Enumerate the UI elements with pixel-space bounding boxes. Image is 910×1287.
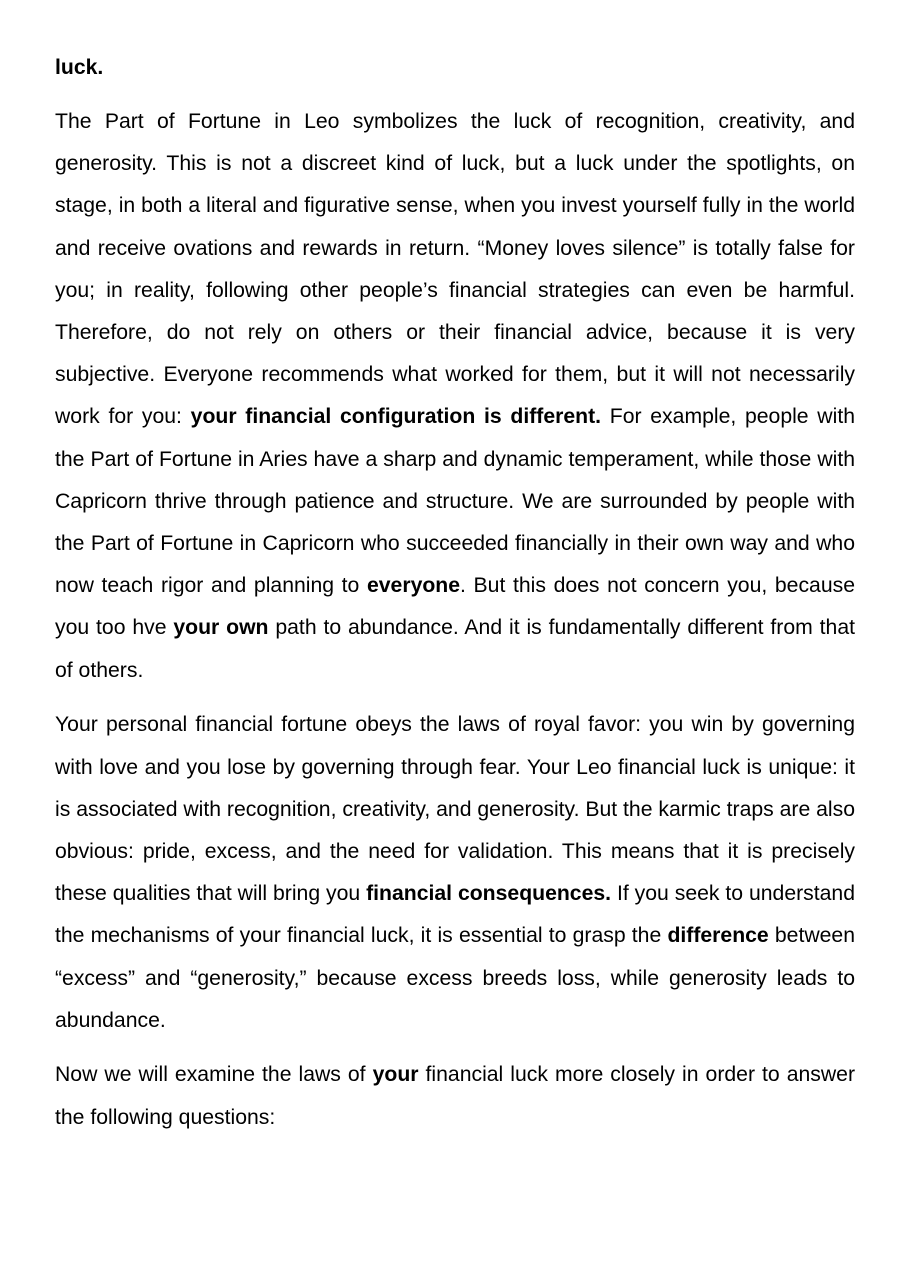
- text-run: between “excess” and “generosity,” because excess breeds loss, while generosity leads to abundance.: [55, 924, 855, 1032]
- bold-text-run: your financial configuration is different.: [190, 405, 602, 429]
- text-run: Now we will examine the laws of: [55, 1063, 373, 1087]
- bold-text-run: everyone: [366, 574, 461, 598]
- bold-text-run: your own: [173, 616, 269, 640]
- bold-text-run: financial consequences.: [366, 882, 612, 906]
- text-run: Your personal financial fortune obeys the laws of royal favor: you win by governing with love and you lose by governing through fear. Your Leo financial luck is unique: it is associated with recognition, creativity, and generosity. But the karmic traps are also obvious: pride, excess, and the need for validation. This means that it is precisely these qualities that will bring you: [55, 713, 856, 906]
- text-run: The Part of Fortune in Leo symbolizes the luck of recognition, creativity, and generosity. This is not a discreet kind of luck, but a luck under the spotlights, on stage, in both a literal and figurative sense, when you invest yourself fully in the world and receive ovations and rewards in return. “Money loves silence” is totally false for you; in reality, following other people’s financial strategies can even be harmful. Therefore, do not rely on others or their financial advice, because it is very subjective. Everyone recommends what worked for them, but it will not necessarily work for you:: [55, 110, 855, 429]
- paragraph-examine-laws: [55, 1054, 855, 1138]
- text-run: For example, people with the Part of Fortune in Aries have a sharp and dynamic temperament, while those with Capricorn thrive through patience and structure. We are surrounded by people with the Part of Fortune in Capricorn who succeeded financially in their own way and who now teach rigor and planning to: [55, 405, 855, 598]
- text-run: If you seek to understand the mechanisms of your financial luck, it is essential to grasp the: [55, 882, 855, 948]
- document-page: [55, 47, 855, 1139]
- bold-text-run: difference: [667, 924, 769, 948]
- bold-text-run: your: [372, 1063, 419, 1087]
- paragraph-fortune-in-leo: [55, 101, 855, 692]
- text-run: path to abundance. And it is fundamentally different from that of others.: [55, 616, 855, 682]
- text-run: financial luck more closely in order to answer the following questions:: [55, 1063, 855, 1129]
- heading-fragment: luck.: [55, 56, 104, 79]
- text-run: . But this does not concern you, because you too hve: [55, 574, 855, 640]
- paragraph-royal-favor: [55, 704, 855, 1042]
